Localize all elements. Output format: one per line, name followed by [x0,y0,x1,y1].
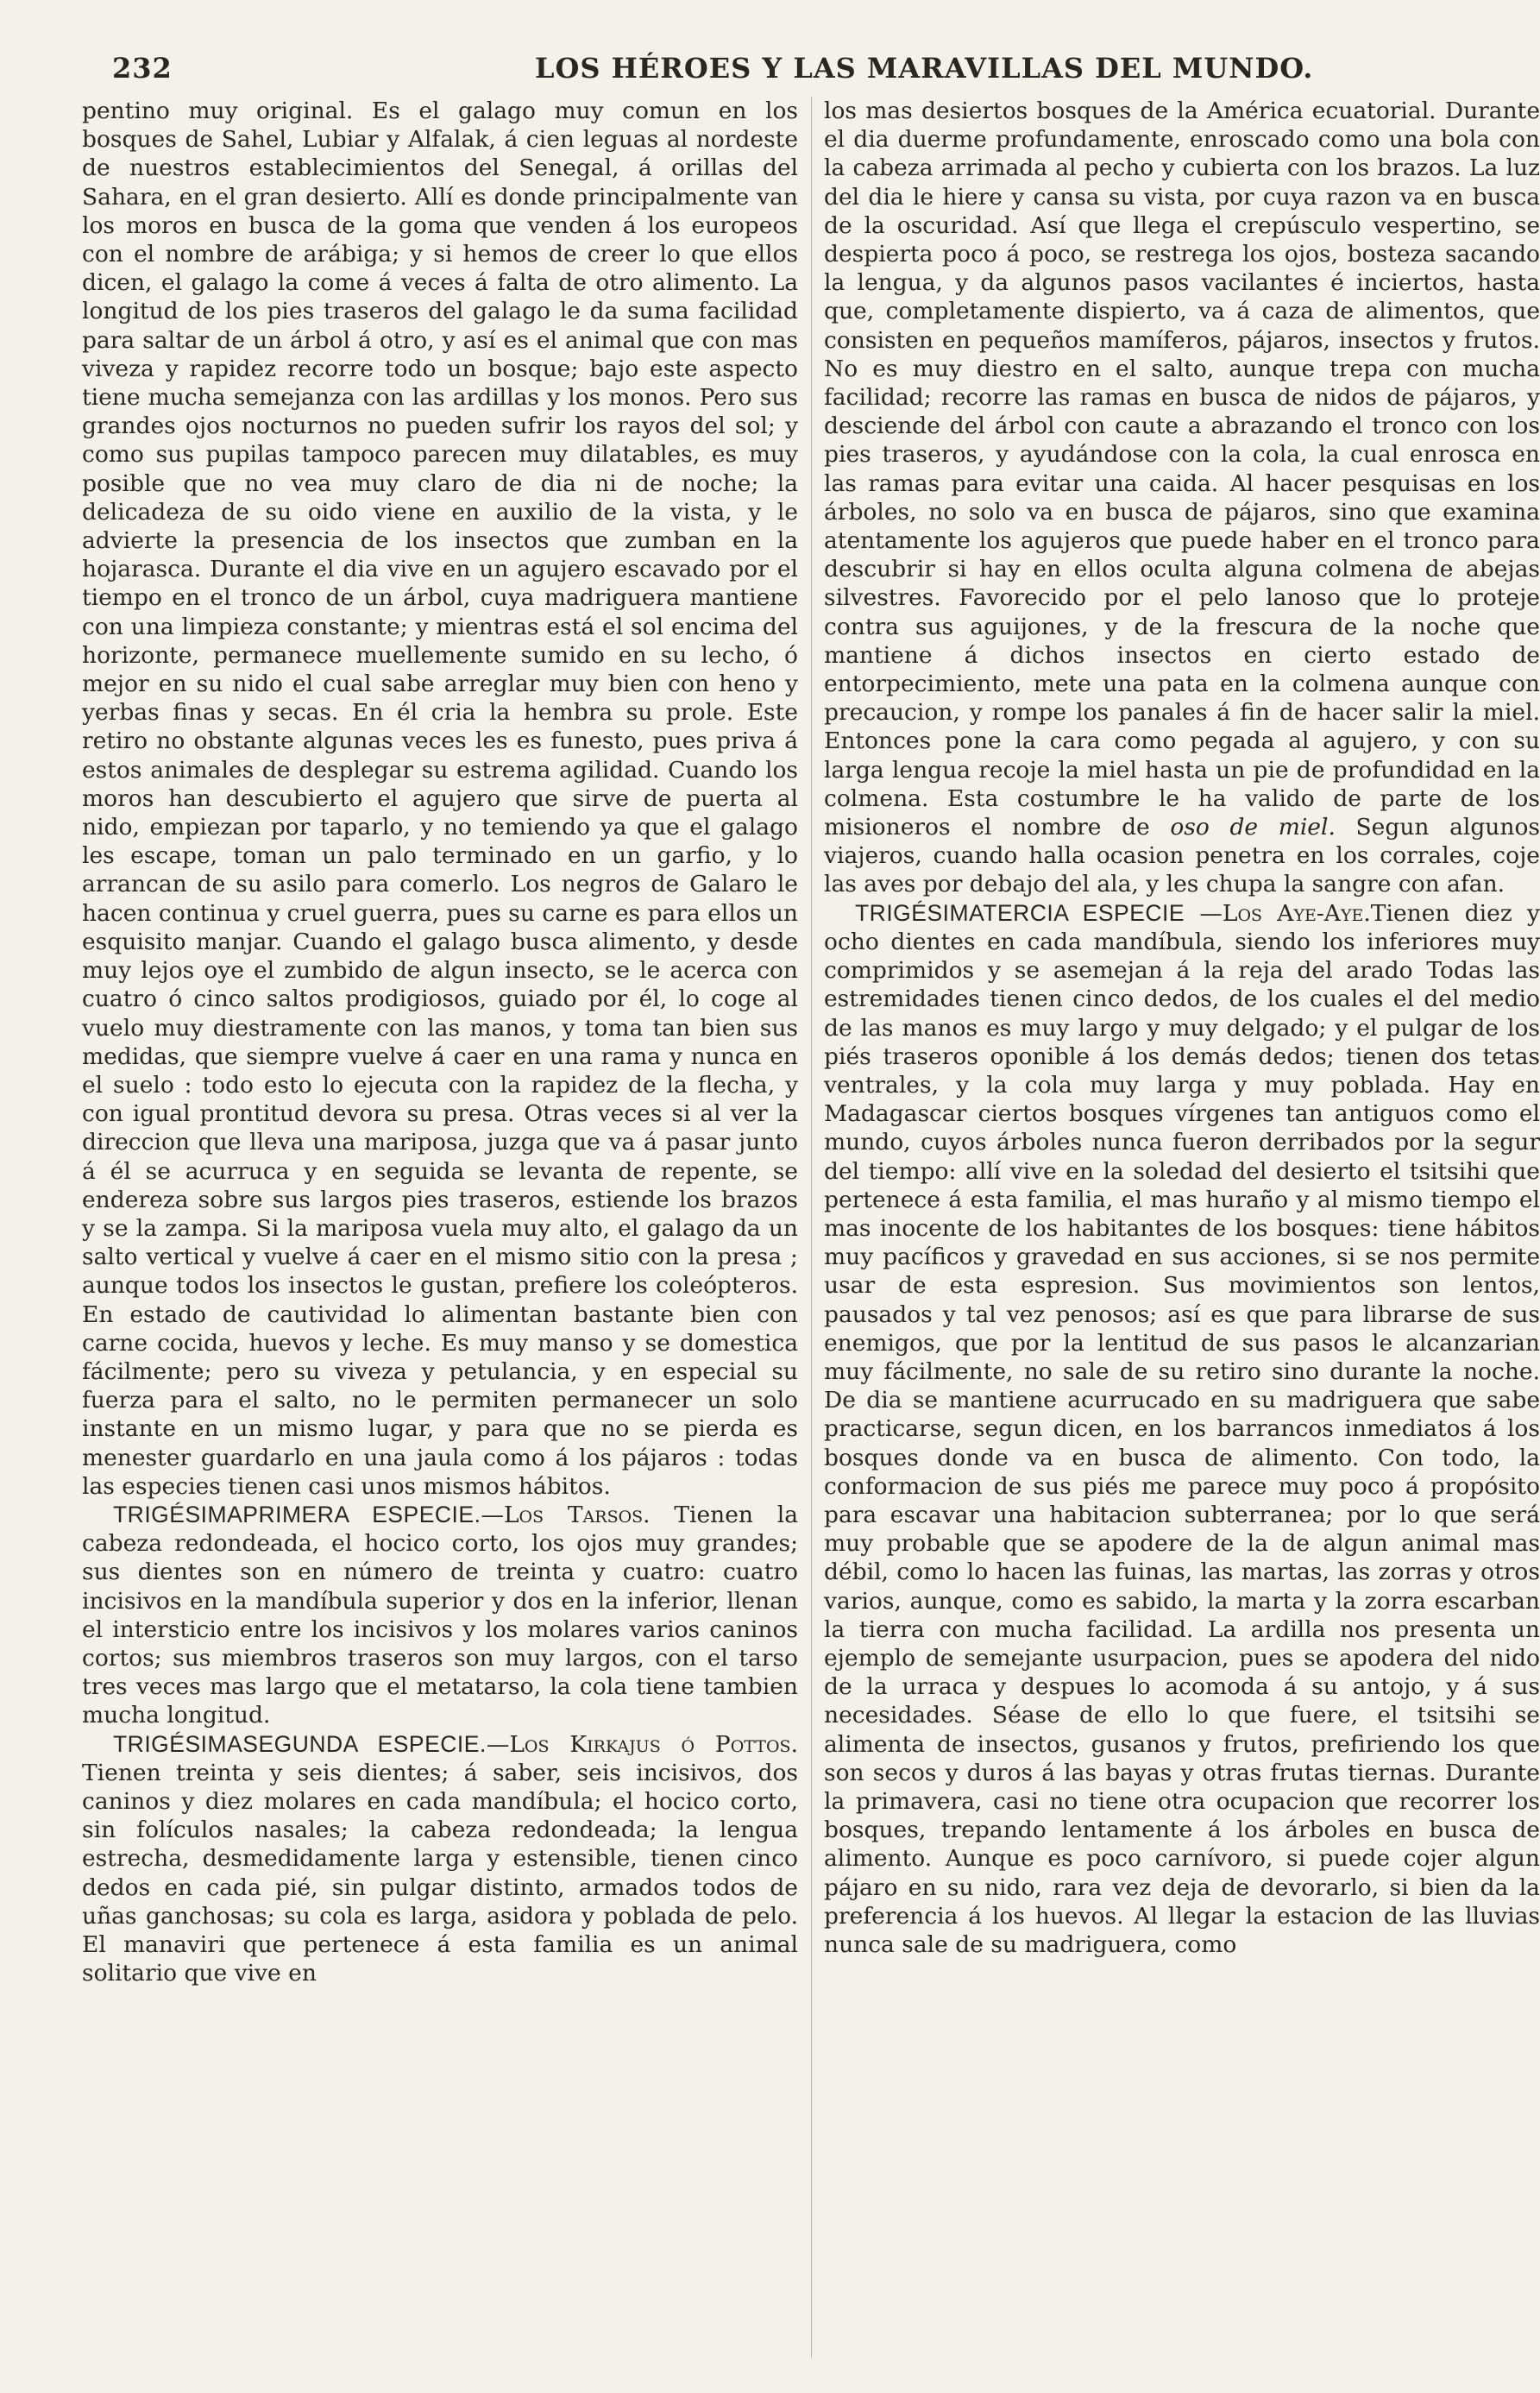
page-header [112,52,1458,95]
species-name-aye-aye: Los Aye-Aye. [1222,899,1371,927]
left-paragraph-kirkajus [82,1730,798,1988]
right-paragraph-aye-aye [824,899,1540,1960]
species-name-tarsos: Los Tarsos. [503,1501,651,1528]
column-divider [811,97,812,2358]
section-heading-32: TRIGÉSIMASEGUNDA ESPECIE. [113,1730,487,1757]
paragraph-body-manaviri: los mas desiertos bosques de la América ecuatorial. Durante el dia duerme profundamente, enroscado como una bola con la cabeza arrimada al pecho y cubierta con los brazos. La luz del dia le hiere y cansa su vista, por cuya razon va en busca de la oscuridad. Así que llega el crepúsculo vespertino, se despierta poco á poco, se restrega los ojos, bosteza sacando la lengua, y da algunos pasos vacilantes é inciertos, hasta que, completamente dispierto, va á caza de alimentos, que consisten en pequeños mamíferos, pájaros, insectos y frutos. No es muy diestro en el salto, aunque trepa con mucha facilidad; recorre las ramas en busca de nidos de pájaros, y desciende del árbol con caute a abrazando el tronco con los pies traseros, y ayudándose con la cola, la cual enrosca en las ramas para evitar una caida. Al hacer pesquisas en los árboles, no solo va en busca de pájaros, sino que examina atentamente los agujeros que puede haber en el tronco para descubrir si hay en ellos oculta alguna colmena de abejas silvestres. Favorecido por el pelo lanoso que lo proteje contra sus aguijones, y de la frescura de la noche que mantiene á dichos insectos en cierto estado de entorpecimiento, mete una pata en la colmena aunque con precaucion, y rompe los panales á fin de hacer salir la miel. Entonces pone la cara como pegada al agujero, y con su larga lengua recoje la miel hasta un pie de profundidad en la colmena. Esta costumbre le ha valido de parte de los misioneros el nombre de [824,98,1540,841]
paragraph-body-kirkajus: Tienen treinta y seis dientes; á saber, seis incisivos, dos caninos y diez molares en cada mandíbula; el hocico corto, sin folículos nasales; la cabeza redondeada; la lengua estrecha, desmedidamente larga y estensible, tienen cinco dedos en cada pié, sin pulgar distinto, armados todos de uñas ganchosas; su cola es larga, asidora y poblada de pelo. El manaviri que pertenece á esta familia es un animal solitario que vive en [82,1759,798,1987]
running-title: LOS HÉROES Y LAS MARAVILLAS DEL MUNDO. [535,52,1314,85]
paragraph-body-aye-aye: Tienen diez y ocho dientes en cada mandíbula, siendo los inferiores muy comprimidos y se asemejan á la reja del arado Todas las estremidades tienen cinco dedos, de los cuales el del medio de las manos es muy largo y muy delgado; y el pulgar de los piés traseros oponible á los demás dedos; tienen dos tetas ventrales, y la cola muy larga y muy poblada. Hay en Madagascar ciertos bosques vírgenes tan antiguos como el mundo, cuyos árboles nunca fueron derribados por la segur del tiempo: allí vive en la soledad del desierto el tsitsihi que pertenece á esta familia, el mas huraño y al mismo tiempo el mas inocente de los habitantes de los bosques: tiene hábitos muy pacíficos y gravedad en sus acciones, si se nos permite usar de esta espresion. Sus movimientos son lentos, pausados y tal vez penosos; así es que para librarse de sus enemigos, que por la lentitud de sus pasos le alcanzarian muy fácilmente, no sale de su retiro sino durante la noche. De dia se mantiene acurrucado en su madriguera que sabe practicarse, segun dicen, en los barrancos inmediatos á los bosques donde va en busca de alimento. Con todo, la conformacion de sus piés me parece muy poco á propósito para escavar una habitacion subterranea; por lo que será muy probable que se apodere de la de algun animal mas débil, como lo hacen las fuinas, las martas, las zorras y otros varios, aunque, como es sabido, la marta y la zorra escarban la tierra con mucha facilidad. La ardilla nos presenta un ejemplo de semejante usurpacion, pues se apodera del nido de la urraca y despues lo acomoda á su antojo, y á sus necesidades. Séase de ello lo que fuere, el tsitsihi se alimenta de insectos, gusanos y frutos, prefiriendo los que son secos y duros á las bayas y otras frutas tiernas. Durante la primavera, casi no tiene otra ocupacion que recorrer los bosques, trepando lentamente á los árboles en busca de alimento. Aunque es poco carnívoro, si puede cojer algun pájaro en su nido, rara vez deja de devorarlo, si bien da la preferencia á los huevos. Al llegar la estacion de las lluvias nunca sale de su madriguera, como [824,899,1540,1958]
section-heading-31: TRIGÉSIMAPRIMERA ESPECIE. [113,1501,481,1527]
right-column [824,97,1540,2375]
section-heading-33: TRIGÉSIMATERCIA ESPECIE [855,899,1185,926]
left-paragraph-galago: pentino muy original. Es el galago muy comun en los bosques de Sahel, Lubiar y Alfalak, á cien leguas al nordeste de nuestros establecimientos del Senegal, á orillas del Sahara, en el gran desierto. Allí es donde principalmente van los moros en busca de la goma que venden á los europeos con el nombre de arábiga; y si hemos de creer lo que ellos dicen, el galago la come á veces á falta de otro alimento. La longitud de los pies traseros del galago le da suma facilidad para saltar de un árbol á otro, y así es el animal que con mas viveza y rapidez recorre todo un bosque; bajo este aspecto tiene mucha semejanza con las ardillas y los monos. Pero sus grandes ojos nocturnos no pueden sufrir los rayos del sol; y como sus pupilas tampoco parecen muy dilatables, es muy posible que no vea muy claro de dia ni de noche; la delicadeza de su oido viene en auxilio de la vista, y le advierte la presencia de los insectos que zumban en la hojarasca. Durante el dia vive en un agujero escavado por el tiempo en el tronco de un árbol, cuya madriguera mantiene con una limpieza constante; y mientras está el sol encima del horizonte, permanece muellemente sumido en su lecho, ó mejor en su nido el cual sabe arreglar muy bien con heno y yerbas finas y secas. En él cria la hembra su prole. Este retiro no obstante algunas veces les es funesto, pues priva á estos animales de desplegar su estrema agilidad. Cuando los moros han descubierto el agujero que sirve de puerta al nido, empiezan por taparlo, y no temiendo ya que el galago les escape, toman un palo terminado en un garfio, y lo arrancan de su asilo para comerlo. Los negros de Galaro le hacen continua y cruel guerra, pues su carne es para ellos un esquisito manjar. Cuando el galago busca alimento, y desde muy lejos oye el zumbido de algun insecto, se le acerca con cuatro ó cinco saltos prodigiosos, guiado por él, lo coge al vuelo muy diestramente con las manos, y toma tan bien sus medidas, que siempre vuelve á caer en una rama y nunca en el suelo : todo esto lo ejecuta con la rapidez de la flecha, y con igual prontitud devora su presa. Otras veces si al ver la direccion que lleva una mariposa, juzga que va á pasar junto á él se acurruca y en seguida se levanta de repente, se endereza sobre sus largos pies traseros, estiende los brazos y se la zampa. Si la mariposa vuela muy alto, el galago da un salto vertical y vuelve á caer en el mismo sitio con la presa ; aunque todos los insectos le gustan, prefiere los coleópteros. En estado de cautividad lo alimentan bastante bien con carne cocida, huevos y leche. Es muy manso y se domestica fácilmente; pero su viveza y petulancia, y en especial su fuerza para el salto, no le permiten permanecer un solo instante en un mismo lugar, y para que no se pierda es menester guardarlo en una jaula como á los pájaros : todas las especies tienen casi unos mismos hábitos. [82,98,798,1500]
left-column [82,97,798,2375]
heading-dash: — [486,1730,510,1758]
heading-dash: — [481,1501,504,1528]
right-paragraph-manaviri [824,97,1540,899]
left-paragraph-tarsos [82,1501,798,1730]
paragraph-tail-manaviri: Segun algunos viajeros, cuando halla ocasion penetra en los corrales, coje las aves por debajo del ala, y les chupa la sangre con afan. [824,814,1540,898]
species-name-kirkajus: Los Kirkajus ó Pottos. [509,1730,799,1758]
heading-dash: — [1185,899,1223,927]
page-number: 232 [112,52,173,85]
paragraph-body-tarsos: Tienen la cabeza redondeada, el hocico corto, los ojos muy grandes; sus dientes son en número de treinta y cuatro: cuatro incisivos en la mandíbula superior y dos en la inferior, llenan el intersticio entre los incisivos y los molares varios caninos cortos; sus miembros traseros son muy largos, con el tarso tres veces mas largo que el metatarso, la cola tiene tambien mucha longitud. [82,1501,798,1729]
oso-de-miel-term: oso de miel. [1170,814,1336,841]
